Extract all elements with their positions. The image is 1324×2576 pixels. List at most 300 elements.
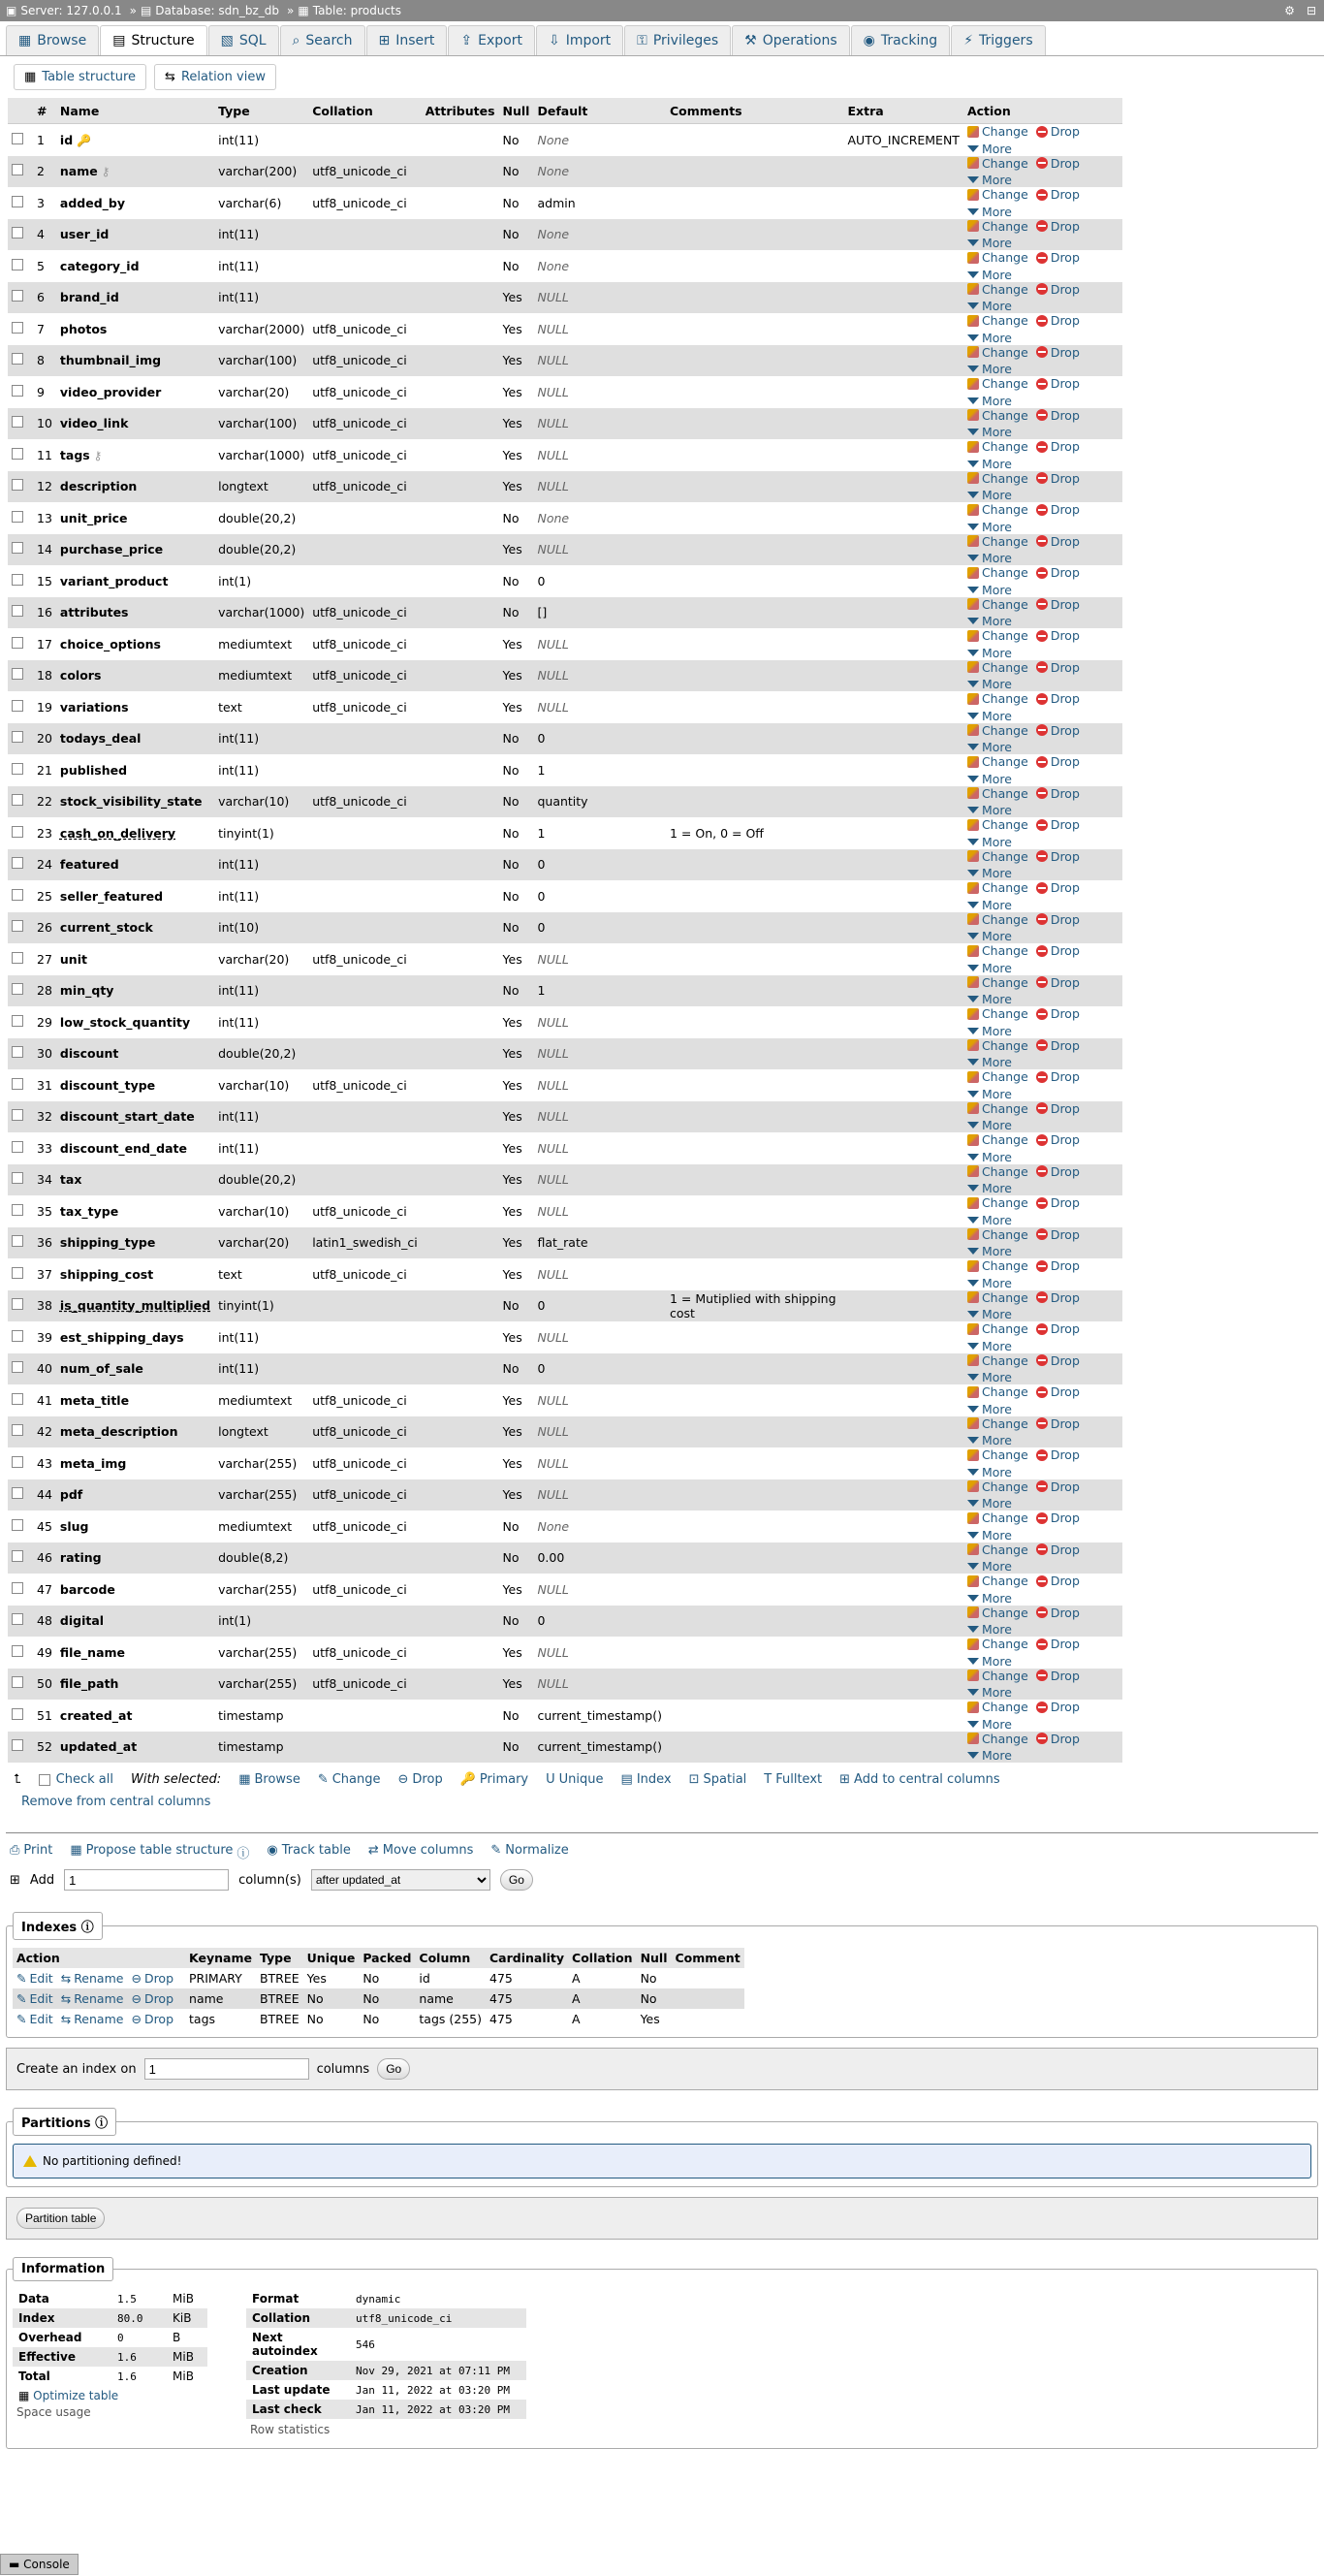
checkbox-column-header — [8, 98, 33, 124]
change-button[interactable]: Change — [967, 1321, 1028, 1336]
drop-button[interactable]: Drop — [1036, 1669, 1080, 1683]
change-button[interactable]: Change — [967, 534, 1028, 549]
add-column-position[interactable] — [311, 1869, 490, 1891]
column-number: 31 — [33, 1069, 56, 1101]
more-button[interactable]: More — [967, 929, 1012, 943]
more-button[interactable]: More — [967, 866, 1012, 880]
tab-search[interactable] — [280, 25, 365, 55]
more-button[interactable]: More — [967, 709, 1012, 723]
change-button[interactable]: Change — [967, 1353, 1028, 1368]
more-button[interactable]: More — [967, 898, 1012, 912]
tab-export[interactable] — [448, 25, 535, 55]
console-button[interactable]: ▬ Console — [0, 2554, 79, 2575]
with-selected-fulltext[interactable]: T Fulltext — [764, 1772, 823, 1787]
drop-button[interactable]: Drop — [1036, 1479, 1080, 1494]
column-null: Yes — [499, 471, 534, 503]
drop-button[interactable]: Drop — [1036, 1700, 1080, 1714]
more-button[interactable]: More — [967, 1465, 1012, 1479]
rowstat-row: Last check Jan 11, 2022 at 03:20 PM — [246, 2400, 526, 2419]
change-button[interactable]: Change — [967, 628, 1028, 643]
change-button[interactable]: Change — [967, 754, 1028, 769]
row-checkbox[interactable] — [12, 1204, 23, 1216]
drop-button[interactable]: Drop — [1036, 1006, 1080, 1021]
index-drop-button[interactable]: ⊖ Drop — [131, 1971, 174, 1986]
more-button[interactable]: More — [967, 1118, 1012, 1132]
index-rename-button[interactable]: ⇆ Rename — [60, 2012, 124, 2026]
index-drop-button[interactable]: ⊖ Drop — [131, 2012, 174, 2026]
row-checkbox[interactable] — [12, 1078, 23, 1090]
more-button[interactable]: More — [967, 1307, 1012, 1321]
row-checkbox[interactable] — [12, 605, 23, 617]
drop-button[interactable]: Drop — [1036, 1416, 1080, 1431]
breadcrumb-database[interactable]: Database: sdn_bz_db — [155, 4, 280, 17]
table-row — [8, 1101, 1122, 1133]
change-button[interactable]: Change — [967, 723, 1028, 738]
tool-normalize[interactable]: ✎ Normalize — [490, 1843, 568, 1861]
column-name: meta_img — [59, 1455, 127, 1471]
change-button[interactable]: Change — [967, 124, 1028, 139]
row-checkbox[interactable] — [12, 290, 23, 302]
drop-button[interactable]: Drop — [1036, 1290, 1080, 1305]
row-checkbox[interactable] — [12, 1424, 23, 1436]
more-button[interactable]: More — [967, 992, 1012, 1006]
drop-button[interactable]: Drop — [1036, 408, 1080, 423]
more-button[interactable]: More — [967, 1591, 1012, 1606]
row-checkbox[interactable] — [12, 1708, 23, 1720]
more-button[interactable]: More — [967, 488, 1012, 502]
drop-button[interactable]: Drop — [1036, 660, 1080, 675]
column-name: discount — [59, 1046, 119, 1062]
drop-button[interactable]: Drop — [1036, 597, 1080, 612]
row-checkbox[interactable] — [12, 542, 23, 554]
help-icon[interactable]: ⓘ — [95, 2116, 109, 2131]
caret-down-icon — [967, 870, 979, 876]
row-checkbox[interactable] — [12, 1487, 23, 1499]
row-checkbox[interactable] — [12, 1393, 23, 1405]
change-button[interactable]: Change — [967, 1006, 1028, 1021]
more-button[interactable]: More — [967, 835, 1012, 849]
with-selected-spatial[interactable]: ⊡ Spatial — [688, 1772, 747, 1787]
column-default: None — [533, 156, 666, 188]
row-checkbox[interactable] — [12, 133, 23, 144]
drop-button[interactable]: Drop — [1036, 943, 1080, 958]
change-button[interactable]: Change — [967, 1511, 1028, 1525]
row-checkbox[interactable] — [12, 1109, 23, 1121]
more-button[interactable]: More — [967, 362, 1012, 376]
more-button[interactable]: More — [967, 299, 1012, 313]
row-checkbox[interactable] — [12, 1582, 23, 1594]
drop-button[interactable]: Drop — [1036, 313, 1080, 328]
row-checkbox[interactable] — [12, 952, 23, 964]
more-button[interactable]: More — [967, 1402, 1012, 1416]
index-header: Null — [637, 1948, 672, 1968]
row-checkbox[interactable] — [12, 857, 23, 869]
row-checkbox[interactable] — [12, 322, 23, 334]
column-extra — [844, 1353, 963, 1385]
breadcrumb-server[interactable]: Server: 127.0.0.1 — [20, 4, 122, 17]
drop-button[interactable]: Drop — [1036, 1511, 1080, 1525]
more-button[interactable]: More — [967, 1748, 1012, 1763]
drop-button[interactable]: Drop — [1036, 754, 1080, 769]
change-button[interactable]: Change — [967, 502, 1028, 517]
change-button[interactable]: Change — [967, 786, 1028, 801]
with-selected-drop[interactable]: ⊖ Drop — [397, 1772, 443, 1787]
with-selected-change[interactable]: ✎ Change — [317, 1772, 381, 1787]
index-rename-button[interactable]: ⇆ Rename — [60, 1991, 124, 2006]
more-button[interactable]: More — [967, 236, 1012, 250]
tab-triggers[interactable] — [951, 25, 1045, 55]
change-button[interactable]: Change — [967, 880, 1028, 895]
column-number: 13 — [33, 502, 56, 534]
row-checkbox[interactable] — [12, 1298, 23, 1310]
more-button[interactable]: More — [967, 1685, 1012, 1700]
drop-button[interactable]: Drop — [1036, 1606, 1080, 1620]
more-button[interactable]: More — [967, 646, 1012, 660]
more-button[interactable]: More — [967, 1496, 1012, 1511]
column-name: slug — [59, 1518, 89, 1534]
change-button[interactable]: Change — [967, 975, 1028, 990]
more-button[interactable]: More — [967, 268, 1012, 282]
change-button[interactable]: Change — [967, 376, 1028, 391]
index-edit-button[interactable]: ✎ Edit — [16, 1991, 53, 2006]
change-button[interactable]: Change — [967, 250, 1028, 265]
add-column-count[interactable] — [64, 1869, 229, 1891]
row-checkbox[interactable] — [12, 353, 23, 365]
change-button[interactable]: Change — [967, 1637, 1028, 1651]
change-button[interactable]: Change — [967, 1669, 1028, 1683]
column-type: varchar(6) — [214, 187, 308, 219]
drop-button[interactable]: Drop — [1036, 439, 1080, 454]
column-attributes — [422, 471, 499, 503]
more-button[interactable]: More — [967, 1055, 1012, 1069]
column-number: 41 — [33, 1384, 56, 1416]
change-button[interactable]: Change — [967, 1101, 1028, 1116]
table-row — [8, 1132, 1122, 1164]
change-button[interactable]: Change — [967, 1606, 1028, 1620]
drop-button[interactable]: Drop — [1036, 1637, 1080, 1651]
row-checkbox[interactable] — [12, 983, 23, 995]
drop-button[interactable]: Drop — [1036, 1164, 1080, 1179]
more-button[interactable]: More — [967, 1654, 1012, 1669]
more-button[interactable]: More — [967, 1244, 1012, 1258]
rowstat-row: Creation Nov 29, 2021 at 07:11 PM — [246, 2361, 526, 2380]
drop-button[interactable]: Drop — [1036, 880, 1080, 895]
more-button[interactable]: More — [967, 1276, 1012, 1290]
row-checkbox[interactable] — [12, 259, 23, 270]
change-button[interactable]: Change — [967, 1132, 1028, 1147]
row-checkbox[interactable] — [12, 794, 23, 806]
more-button[interactable]: More — [967, 457, 1012, 471]
more-button[interactable]: More — [967, 583, 1012, 597]
subtab-table-structure[interactable]: ▦ Table structure — [14, 64, 146, 90]
drop-button[interactable]: Drop — [1036, 912, 1080, 927]
drop-button[interactable]: Drop — [1036, 282, 1080, 297]
index-edit-button[interactable]: ✎ Edit — [16, 1971, 53, 1986]
more-button[interactable]: More — [967, 961, 1012, 975]
more-button[interactable]: More — [967, 1087, 1012, 1101]
tab-operations[interactable] — [732, 25, 850, 55]
change-button[interactable]: Change — [967, 408, 1028, 423]
help-icon[interactable]: ⓘ — [236, 1847, 250, 1861]
row-checkbox[interactable] — [12, 700, 23, 712]
partition-table-button[interactable]: Partition table — [16, 2208, 105, 2229]
row-checkbox[interactable] — [12, 1456, 23, 1468]
drop-button[interactable]: Drop — [1036, 1447, 1080, 1462]
drop-button[interactable]: Drop — [1036, 1732, 1080, 1746]
tab-import[interactable] — [536, 25, 623, 55]
column-null: Yes — [499, 1006, 534, 1038]
drop-button[interactable]: Drop — [1036, 1132, 1080, 1147]
with-selected-add-to-central-columns[interactable]: ⊞ Add to central columns — [839, 1772, 1000, 1787]
subtab-relation-view[interactable]: ⇆ Relation view — [154, 64, 276, 90]
more-button[interactable]: More — [967, 614, 1012, 628]
column-extra — [844, 1101, 963, 1133]
row-checkbox[interactable] — [12, 920, 23, 932]
change-button[interactable]: Change — [967, 691, 1028, 706]
help-icon[interactable]: ⓘ — [80, 1921, 94, 1935]
row-checkbox[interactable] — [12, 479, 23, 491]
more-button[interactable]: More — [967, 1150, 1012, 1164]
change-button[interactable]: Change — [967, 471, 1028, 486]
add-column-go-button[interactable]: Go — [500, 1869, 533, 1891]
with-selected-unique[interactable]: U Unique — [546, 1772, 604, 1787]
drop-button[interactable]: Drop — [1036, 786, 1080, 801]
change-button[interactable]: Change — [967, 1384, 1028, 1399]
more-button[interactable]: More — [967, 1181, 1012, 1195]
column-name-cell — [56, 565, 214, 597]
drop-button[interactable]: Drop — [1036, 1195, 1080, 1210]
change-button[interactable]: Change — [967, 1732, 1028, 1746]
drop-button[interactable]: Drop — [1036, 1101, 1080, 1116]
drop-button[interactable]: Drop — [1036, 1258, 1080, 1273]
row-checkbox[interactable] — [12, 668, 23, 680]
drop-button[interactable]: Drop — [1036, 376, 1080, 391]
drop-button[interactable]: Drop — [1036, 1321, 1080, 1336]
check-all-label[interactable]: Check all — [55, 1772, 113, 1787]
drop-button[interactable]: Drop — [1036, 975, 1080, 990]
more-button[interactable]: More — [967, 1528, 1012, 1542]
change-button[interactable]: Change — [967, 943, 1028, 958]
column-name-cell — [56, 880, 214, 912]
more-button[interactable]: More — [967, 740, 1012, 754]
more-button[interactable]: More — [967, 425, 1012, 439]
table-row — [8, 1258, 1122, 1290]
more-button[interactable]: More — [967, 520, 1012, 534]
drop-button[interactable]: Drop — [1036, 849, 1080, 864]
row-checkbox[interactable] — [12, 826, 23, 838]
change-button[interactable]: Change — [967, 439, 1028, 454]
optimize-table-link[interactable]: Optimize table — [33, 2389, 119, 2402]
change-button[interactable]: Change — [967, 1416, 1028, 1431]
drop-button[interactable]: Drop — [1036, 124, 1080, 139]
column-comment — [666, 1732, 844, 1764]
with-selected-browse[interactable]: ▦ Browse — [238, 1772, 300, 1787]
change-button[interactable]: Change — [967, 1542, 1028, 1557]
change-button[interactable]: Change — [967, 1195, 1028, 1210]
column-default: NULL — [533, 1321, 666, 1353]
more-button[interactable]: More — [967, 1213, 1012, 1227]
more-button[interactable]: More — [967, 1717, 1012, 1732]
drop-button[interactable]: Drop — [1036, 1574, 1080, 1588]
column-number: 7 — [33, 313, 56, 345]
row-checkbox[interactable] — [12, 1046, 23, 1058]
change-button[interactable]: Change — [967, 660, 1028, 675]
with-selected-primary[interactable]: 🔑 Primary — [459, 1772, 529, 1787]
change-button[interactable]: Change — [967, 1258, 1028, 1273]
change-button[interactable]: Change — [967, 1574, 1028, 1588]
change-button[interactable]: Change — [967, 1069, 1028, 1084]
row-checkbox[interactable] — [12, 511, 23, 523]
change-button[interactable]: Change — [967, 313, 1028, 328]
row-checkbox[interactable] — [12, 1645, 23, 1657]
index-drop-button[interactable]: ⊖ Drop — [131, 1991, 174, 2006]
drop-button[interactable]: Drop — [1036, 723, 1080, 738]
row-checkbox[interactable] — [12, 1141, 23, 1153]
row-checkbox[interactable] — [12, 1676, 23, 1688]
tool-track-table[interactable]: ◉ Track table — [267, 1843, 350, 1861]
change-button[interactable]: Change — [967, 345, 1028, 360]
change-button[interactable]: Change — [967, 1290, 1028, 1305]
tool-move-columns[interactable]: ⇄ Move columns — [368, 1843, 474, 1861]
tab-privileges[interactable] — [624, 25, 731, 55]
change-button[interactable]: Change — [967, 219, 1028, 234]
change-button[interactable]: Change — [967, 187, 1028, 202]
create-index-go-button[interactable]: Go — [377, 2058, 410, 2080]
index-header: Collation — [568, 1948, 637, 1968]
row-checkbox[interactable] — [12, 1235, 23, 1247]
drop-button[interactable]: Drop — [1036, 691, 1080, 706]
drop-button[interactable]: Drop — [1036, 187, 1080, 202]
row-checkbox[interactable] — [12, 731, 23, 743]
more-button[interactable]: More — [967, 772, 1012, 786]
drop-button[interactable]: Drop — [1036, 1542, 1080, 1557]
drop-button[interactable]: Drop — [1036, 1227, 1080, 1242]
drop-button[interactable]: Drop — [1036, 1353, 1080, 1368]
change-button[interactable]: Change — [967, 597, 1028, 612]
row-checkbox[interactable] — [12, 416, 23, 428]
drop-button[interactable]: Drop — [1036, 471, 1080, 486]
more-button[interactable]: More — [967, 205, 1012, 219]
drop-button[interactable]: Drop — [1036, 1384, 1080, 1399]
row-checkbox[interactable] — [12, 1015, 23, 1027]
row-checkbox[interactable] — [12, 385, 23, 397]
breadcrumb-table[interactable]: Table: products — [312, 4, 402, 17]
tab-sql[interactable] — [208, 25, 279, 55]
change-button[interactable]: Change — [967, 282, 1028, 297]
row-checkbox[interactable] — [12, 1172, 23, 1184]
tab-browse[interactable] — [6, 25, 99, 55]
row-checkbox[interactable] — [12, 1550, 23, 1562]
collapse-icon[interactable]: ⊟ — [1306, 4, 1316, 17]
row-checkbox[interactable] — [12, 637, 23, 649]
check-all-checkbox[interactable] — [39, 1774, 50, 1786]
column-extra — [844, 1732, 963, 1764]
drop-button[interactable]: Drop — [1036, 534, 1080, 549]
more-button[interactable]: More — [967, 1370, 1012, 1384]
row-checkbox[interactable] — [12, 889, 23, 901]
more-button[interactable]: More — [967, 1433, 1012, 1447]
drop-button[interactable]: Drop — [1036, 345, 1080, 360]
row-checkbox[interactable] — [12, 1267, 23, 1279]
column-comment — [666, 1164, 844, 1196]
with-selected-index[interactable]: ▤ Index — [620, 1772, 672, 1787]
more-button[interactable]: More — [967, 1339, 1012, 1353]
drop-icon — [1036, 441, 1048, 453]
change-button[interactable]: Change — [967, 817, 1028, 832]
drop-icon — [1036, 1197, 1048, 1209]
more-button[interactable]: More — [967, 803, 1012, 817]
drop-button[interactable]: Drop — [1036, 565, 1080, 580]
row-checkbox[interactable] — [12, 1613, 23, 1625]
drop-button[interactable]: Drop — [1036, 1069, 1080, 1084]
remove-central-columns[interactable]: Remove from central columns — [21, 1795, 211, 1809]
column-default: 0 — [533, 565, 666, 597]
change-button[interactable]: Change — [967, 849, 1028, 864]
column-header: Null — [499, 98, 534, 124]
more-button[interactable]: More — [967, 1559, 1012, 1574]
index-edit-button[interactable]: ✎ Edit — [16, 2012, 53, 2026]
change-button[interactable]: Change — [967, 1700, 1028, 1714]
tab-structure[interactable] — [100, 25, 206, 55]
row-checkbox[interactable] — [12, 1361, 23, 1373]
drop-button[interactable]: Drop — [1036, 156, 1080, 171]
more-button[interactable]: More — [967, 1024, 1012, 1038]
tool-print[interactable]: ⎙ Print — [10, 1843, 52, 1861]
row-checkbox[interactable] — [12, 448, 23, 460]
drop-button[interactable]: Drop — [1036, 219, 1080, 234]
row-checkbox[interactable] — [12, 1519, 23, 1531]
column-header: Attributes — [422, 98, 499, 124]
drop-button[interactable]: Drop — [1036, 1038, 1080, 1053]
change-button[interactable]: Change — [967, 1164, 1028, 1179]
drop-button[interactable]: Drop — [1036, 250, 1080, 265]
tab-tracking[interactable] — [851, 25, 951, 55]
more-button[interactable]: More — [967, 1622, 1012, 1637]
index-rename-button[interactable]: ⇆ Rename — [60, 1971, 124, 1986]
index-cell — [672, 1968, 744, 1988]
change-button[interactable]: Change — [967, 1038, 1028, 1053]
more-button[interactable]: More — [967, 331, 1012, 345]
drop-button[interactable]: Drop — [1036, 628, 1080, 643]
gear-icon[interactable]: ⚙ — [1284, 4, 1295, 17]
more-button[interactable]: More — [967, 677, 1012, 691]
change-button[interactable]: Change — [967, 565, 1028, 580]
drop-button[interactable]: Drop — [1036, 502, 1080, 517]
row-checkbox[interactable] — [12, 1739, 23, 1751]
more-button[interactable]: More — [967, 394, 1012, 408]
create-index-count[interactable] — [144, 2058, 309, 2080]
change-button[interactable]: Change — [967, 1479, 1028, 1494]
row-checkbox[interactable] — [12, 164, 23, 175]
change-button[interactable]: Change — [967, 156, 1028, 171]
row-checkbox[interactable] — [12, 763, 23, 775]
drop-button[interactable]: Drop — [1036, 817, 1080, 832]
index-cell: No — [637, 1988, 672, 2009]
change-button[interactable]: Change — [967, 912, 1028, 927]
row-checkbox[interactable] — [12, 574, 23, 586]
tab-insert[interactable] — [366, 25, 448, 55]
row-checkbox[interactable] — [12, 1330, 23, 1342]
row-checkbox[interactable] — [12, 227, 23, 239]
change-button[interactable]: Change — [967, 1227, 1028, 1242]
tool-propose-table-structure[interactable]: ▦ Propose table structure ⓘ — [70, 1843, 250, 1861]
column-collation — [308, 754, 422, 786]
change-button[interactable]: Change — [967, 1447, 1028, 1462]
more-button[interactable]: More — [967, 173, 1012, 187]
more-button[interactable]: More — [967, 142, 1012, 156]
row-checkbox[interactable] — [12, 196, 23, 207]
more-button[interactable]: More — [967, 551, 1012, 565]
